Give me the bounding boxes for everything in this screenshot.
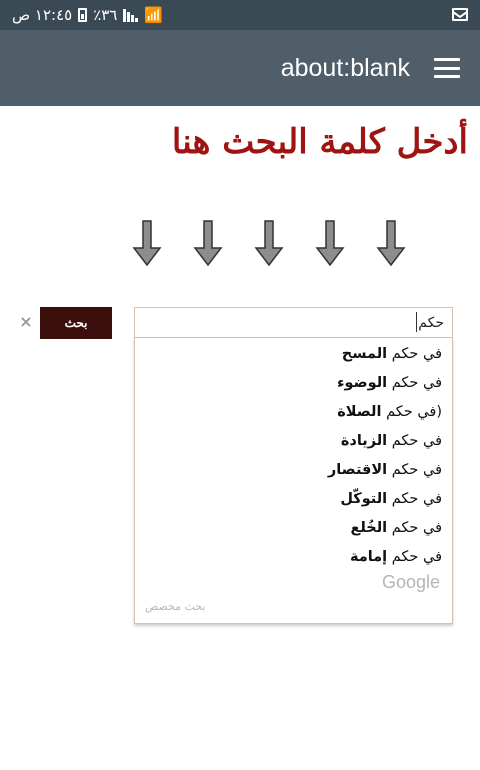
battery-icon [78,8,87,22]
hamburger-menu-icon[interactable] [434,58,460,78]
custom-search-label: بحث مخصص [145,600,206,613]
down-arrow-icon [132,220,162,266]
browser-toolbar [0,30,480,106]
suggestion-item[interactable]: في حكم الاقتصار [327,462,442,478]
clear-icon[interactable]: × [19,312,33,331]
down-arrow-icon [193,220,223,266]
down-arrow-icon [315,220,345,266]
down-arrow-icon [376,220,406,266]
suggestions-dropdown [134,338,453,624]
suggestion-item[interactable]: (في حكم الصلاة [337,404,442,420]
down-arrows [132,220,412,268]
url-title[interactable]: about:blank [280,54,410,82]
search-button[interactable]: بحث [40,307,112,339]
google-logo: Google [381,572,440,592]
mail-icon [452,8,468,21]
suggestion-item[interactable]: في حكم إمامة [349,549,442,565]
battery-percent: ٣٦٪ [93,6,118,24]
suggestion-item[interactable]: في حكم الزيادة [340,433,442,449]
status-left-group [12,0,163,30]
status-time: ١٢:٤٥ ص [12,6,73,24]
wifi-icon: 📶 [144,6,164,24]
suggestion-item[interactable]: في حكم الخُلع [350,520,442,536]
status-bar [0,0,480,30]
down-arrow-icon [254,220,284,266]
signal-icon [123,9,138,22]
suggestion-item[interactable]: في حكم الوضوء [337,375,442,391]
suggestion-item[interactable]: في حكم التوكّل [340,491,442,507]
text-cursor [416,312,417,332]
suggestion-item[interactable]: في حكم المسح [341,346,442,362]
page-heading: أدخل كلمة البحث هنا [171,122,468,162]
search-input[interactable] [134,307,453,338]
